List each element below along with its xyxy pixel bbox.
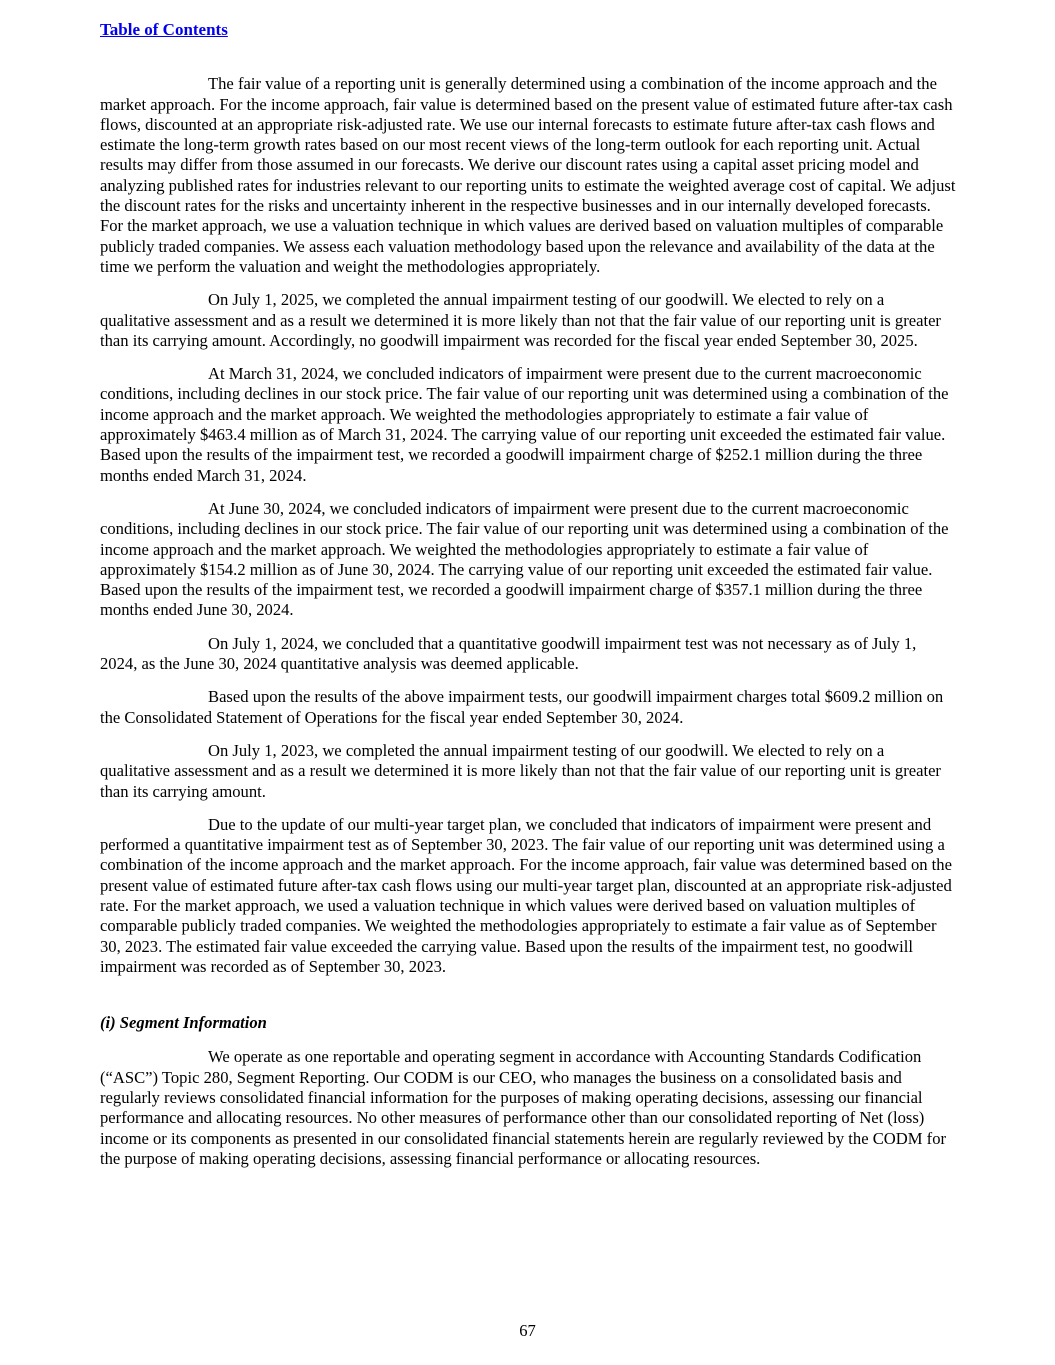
segment-information-heading: (i) Segment Information xyxy=(100,1013,267,1033)
body-paragraph: On July 1, 2024, we concluded that a quantitative goodwill impairment test was not necessary as of July 1, 2024, as the June 30, 2024 quantitative analysis was deemed applicable. xyxy=(100,633,917,674)
body-paragraph: At June 30, 2024, we concluded indicators of impairment were present due to the current macroeconomic conditions, including declines in our stock price. The fair value of our reporting unit was determined using a combination of the income approach and the market approach. We weighted the methodologies appropriately to estimate a fair value of approximately $154.2 million as of June 30, 2024. The carrying value of our reporting unit exceeded the estimated fair value. Based upon the results of the impairment test, we recorded a goodwill impairment charge of $357.1 million during the three months ended June 30, 2024. xyxy=(100,498,949,620)
body-paragraph: On July 1, 2025, we completed the annual impairment testing of our goodwill. We elected to rely on a qualitative assessment and as a result we determined it is more likely than not that the fair value of our reporting unit is greater than its carrying amount. Accordingly, no goodwill impairment was recorded for the fiscal year ended September 30, 2025. xyxy=(100,290,941,350)
document-body xyxy=(100,74,957,1169)
body-paragraph: Based upon the results of the above impairment tests, our goodwill impairment charges total $609.2 million on the Consolidated Statement of Operations for the fiscal year ended September 30, 2024. xyxy=(100,687,944,727)
body-paragraph: Due to the update of our multi-year target plan, we concluded that indicators of impairment were present and performed a quantitative impairment test as of September 30, 2023. The fair value of our reporting unit was determined using a combination of the income approach and the market approach. For the income approach, fair value was determined based on the present value of estimated future after-tax cash flows using our multi-year target plan, discounted at an appropriate risk-adjusted rate. For the market approach, we used a valuation technique in which values were derived based on valuation multiples of comparable publicly traded companies. We weighted the methodologies appropriately to estimate a fair value as of September 30, 2023. The estimated fair value exceeded the carrying value. Based upon the results of the impairment test, no goodwill impairment was recorded as of September 30, 2023. xyxy=(100,814,952,976)
body-paragraph: At March 31, 2024, we concluded indicators of impairment were present due to the current macroeconomic conditions, including declines in our stock price. The fair value of our reporting unit was determined using a combination of the income approach and the market approach. We weighted the methodologies appropriately to estimate a fair value of approximately $463.4 million as of March 31, 2024. The carrying value of our reporting unit exceeded the estimated fair value. Based upon the results of the impairment test, we recorded a goodwill impairment charge of $252.1 million during the three months ended March 31, 2024. xyxy=(100,364,949,485)
body-paragraph: We operate as one reportable and operating segment in accordance with Accounting Standards Codification (“ASC”) Topic 280, Segment Reporting. Our CODM is our CEO, who manages the business on a consolidated basis and regularly reviews consolidated financial information for the purposes of making operating decisions, assessing our financial performance and allocating resources. No other measures of performance other than our consolidated reporting of Net (loss) income or its components as presented in our consolidated financial statements herein are regularly reviewed by the CODM for the purpose of making operating decisions, assessing financial performance or allocating resources. xyxy=(100,1047,947,1168)
body-paragraph: On July 1, 2023, we completed the annual impairment testing of our goodwill. We elected to rely on a qualitative assessment and as a result we determined it is more likely than not that the fair value of our reporting unit is greater than its carrying amount. xyxy=(100,740,941,801)
table-of-contents-link[interactable]: Table of Contents xyxy=(100,20,228,39)
page-number: 67 xyxy=(519,1320,536,1340)
body-paragraph: The fair value of a reporting unit is generally determined using a combination of the income approach and the market approach. For the income approach, fair value is determined based on the present value of estimated future after-tax cash flows, discounted at an appropriate risk-adjusted rate. We use our internal forecasts to estimate future after-tax cash flows and estimate the long-term growth rates based on our most recent views of the long-term outlook for each reporting unit. Actual results may differ from those assumed in our forecasts. We derive our discount rates using a capital asset pricing model and analyzing published rates for industries relevant to our reporting units to estimate the weighted average cost of capital. We adjust the discount rates for the risks and uncertainty inherent in the respective businesses and in our internally developed forecasts. For the market approach, we use a valuation technique in which values are derived based on valuation multiples of comparable publicly traded companies. We assess each valuation methodology based upon the relevance and availability of the data at the time we perform the valuation and weight the methodologies appropriately. xyxy=(100,74,956,276)
